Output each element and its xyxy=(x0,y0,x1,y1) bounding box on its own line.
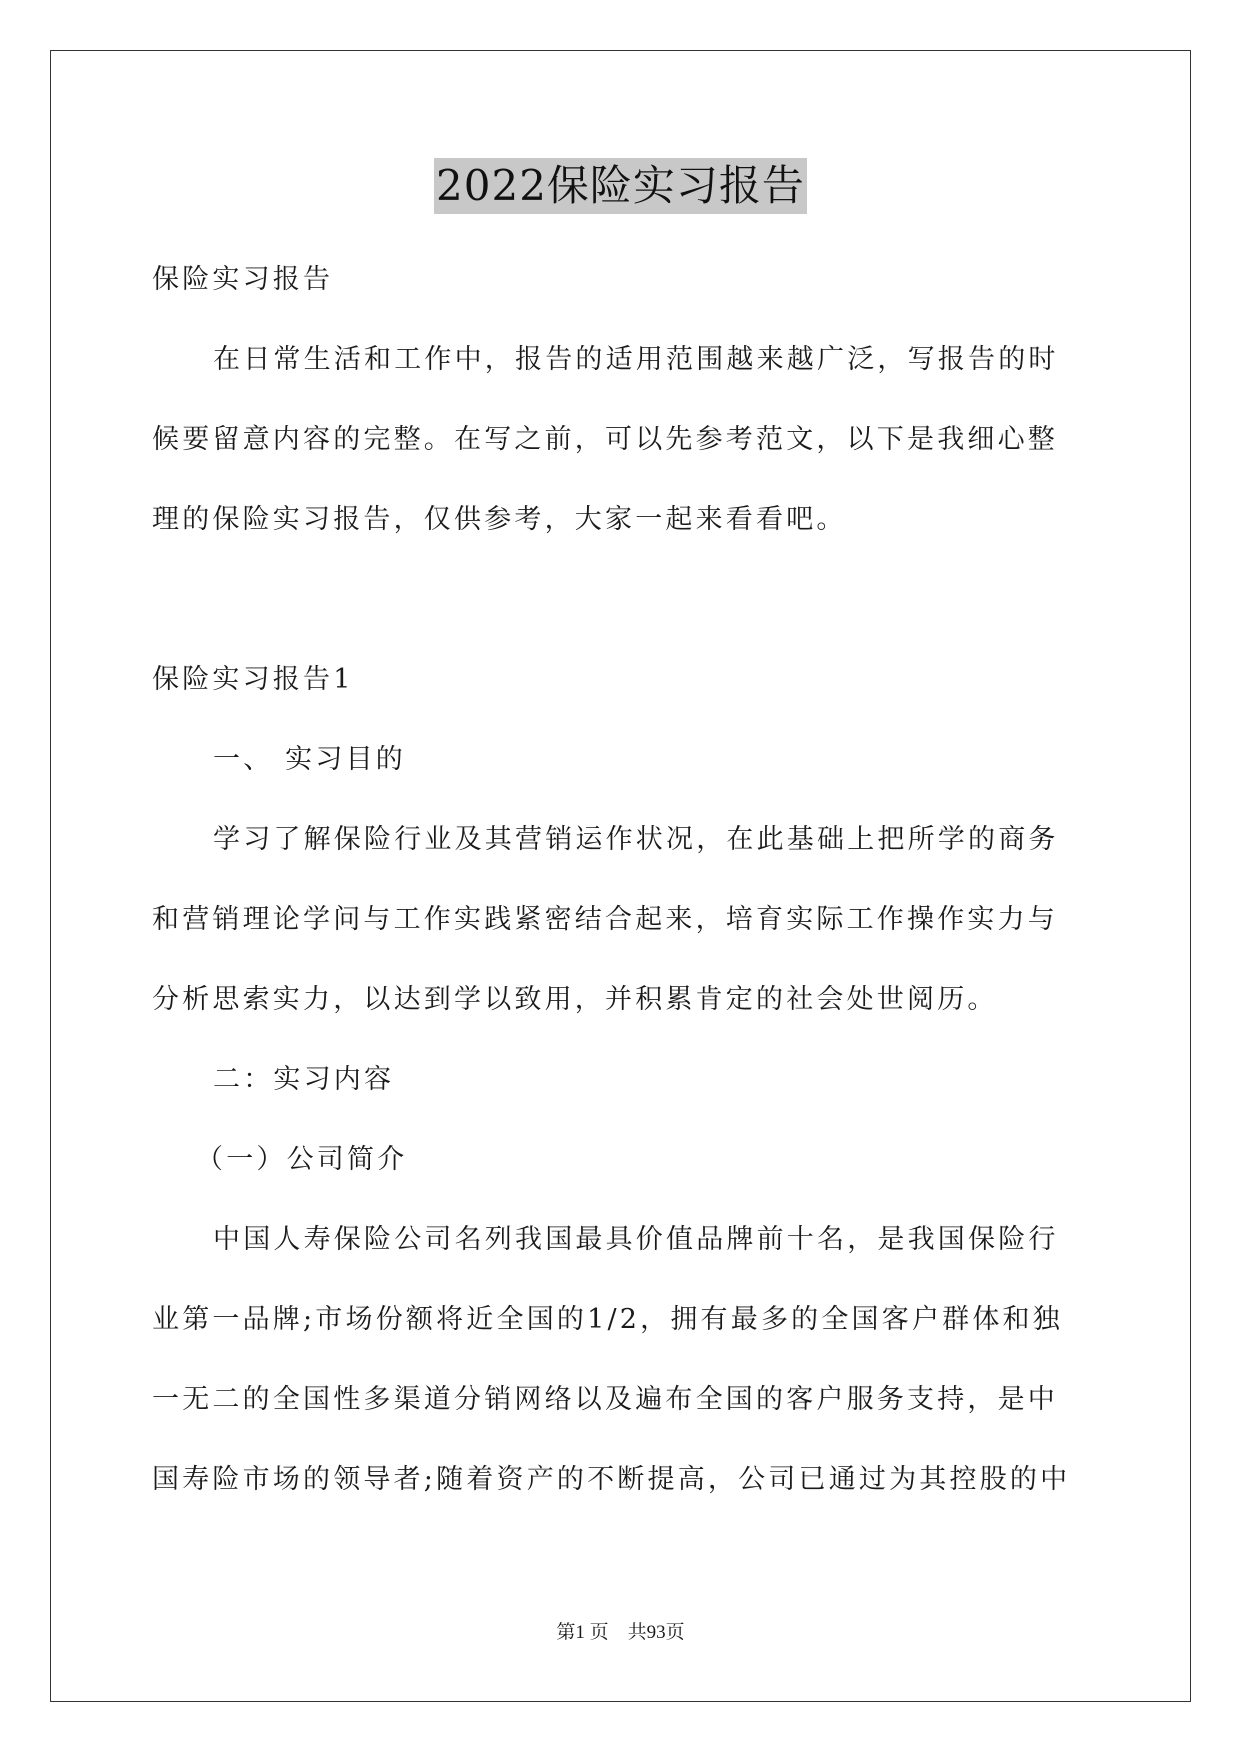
paragraph-line: 中国人寿保险公司名列我国最具价值品牌前十名，是我国保险行 xyxy=(213,1224,1059,1255)
paragraph-line: 候要留意内容的完整。在写之前，可以先参考范文，以下是我细心整 xyxy=(152,424,1058,455)
page-number: 1 xyxy=(575,1622,585,1643)
paragraph-line: 业第一品牌;市场份额将近全国的1/2，拥有最多的全国客户群体和独 xyxy=(152,1304,1063,1335)
total-pages: 93 xyxy=(646,1622,666,1643)
total-suffix: 页 xyxy=(665,1622,685,1643)
page-prefix: 第 xyxy=(556,1622,576,1643)
subsection-heading: 二：实习内容 xyxy=(213,1064,395,1095)
paragraph-line: 在日常生活和工作中，报告的适用范围越来越广泛，写报告的时 xyxy=(213,344,1059,375)
paragraph-line: 理的保险实习报告，仅供参考，大家一起来看看吧。 xyxy=(152,504,847,535)
document-title: 2022保险实习报告 xyxy=(434,158,807,214)
section-heading: 保险实习报告1 xyxy=(152,664,354,695)
blank-line xyxy=(152,560,1092,640)
page-suffix: 页 xyxy=(589,1622,609,1643)
paragraph-line: 学习了解保险行业及其营销运作状况，在此基础上把所学的商务 xyxy=(213,824,1059,855)
paragraph-line: 一无二的全国性多渠道分销网络以及遍布全国的客户服务支持，是中 xyxy=(152,1384,1058,1415)
page-footer xyxy=(0,1617,1241,1644)
paragraph-line: 分析思索实力，以达到学以致用，并积累肯定的社会处世阅历。 xyxy=(152,984,998,1015)
subsection-heading: 一、 实习目的 xyxy=(213,744,406,775)
section-heading: 保险实习报告 xyxy=(152,264,334,295)
subsection-heading: （一）公司简介 xyxy=(196,1144,408,1175)
paragraph-line: 国寿险市场的领导者;随着资产的不断提高，公司已通过为其控股的中 xyxy=(152,1464,1071,1495)
paragraph-line: 和营销理论学问与工作实践紧密结合起来，培育实际工作操作实力与 xyxy=(152,904,1058,935)
title-container xyxy=(0,158,1241,214)
total-prefix: 共 xyxy=(627,1622,647,1643)
document-body xyxy=(152,240,1092,1520)
